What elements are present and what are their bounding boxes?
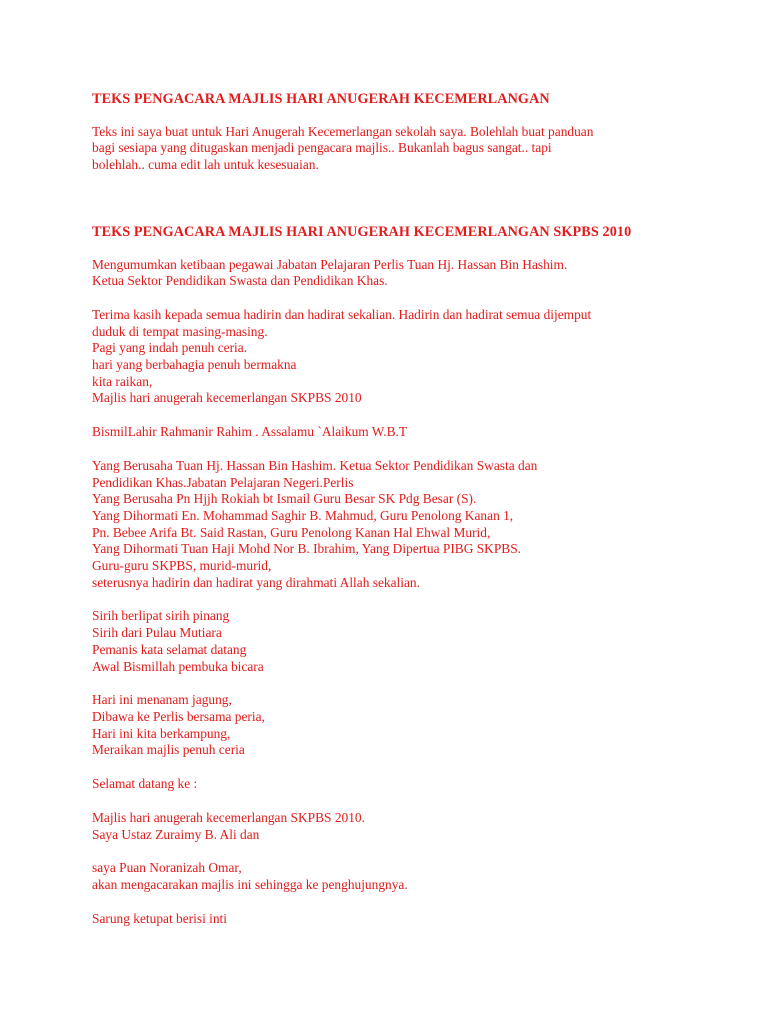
pantun-1	[92, 608, 732, 675]
emcee-line: akan mengacarakan majlis ini sehingga ke penghujungnya.	[92, 876, 408, 892]
salutation-line: Yang Dihormati En. Mohammad Saghir B. Mahmud, Guru Penolong Kanan 1,	[92, 507, 514, 523]
intro-line: bagi sesiapa yang ditugaskan menjadi pengacara majlis.. Bukanlah bagus sangat.. tapi	[92, 140, 552, 156]
pantun-line: Sirih berlipat sirih pinang	[92, 608, 230, 624]
salutation-line: Yang Dihormati Tuan Haji Mohd Nor B. Ibrahim, Yang Dipertua PIBG SKPBS.	[92, 541, 522, 557]
pantun-line: Meraikan majlis penuh ceria	[92, 742, 245, 758]
pantun-line: Hari ini menanam jagung,	[92, 692, 232, 708]
intro-paragraph	[92, 124, 732, 174]
salutation-line: Guru-guru SKPBS, murid-murid,	[92, 558, 272, 574]
majlis-line: Saya Ustaz Zuraimy B. Ali dan	[92, 826, 260, 842]
pantun-line: Sirih dari Pulau Mutiara	[92, 625, 222, 641]
document-body	[92, 91, 732, 927]
salutation-line: Pendidikan Khas.Jabatan Pelajaran Negeri.Perlis	[92, 474, 354, 490]
greeting-line: BismilLahir Rahmanir Rahim . Assalamu `Alaikum W.B.T	[92, 424, 408, 440]
welcome-line: Terima kasih kepada semua hadirin dan hadirat sekalian. Hadirin dan hadirat semua dijemput	[92, 306, 592, 322]
intro-line: Teks ini saya buat untuk Hari Anugerah Kecemerlangan sekolah saya. Bolehlah buat panduan	[92, 123, 594, 139]
salutations-paragraph	[92, 458, 732, 592]
welcome-line: hari yang berbahagia penuh bermakna	[92, 357, 297, 373]
section-title: TEKS PENGACARA MAJLIS HARI ANUGERAH KECEMERLANGAN SKPBS 2010	[92, 223, 632, 240]
document-title: TEKS PENGACARA MAJLIS HARI ANUGERAH KECEMERLANGAN	[92, 91, 550, 107]
pantun-line: Dibawa ke Perlis bersama peria,	[92, 708, 265, 724]
majlis-paragraph	[92, 810, 732, 843]
sarung-line: Sarung ketupat berisi inti	[92, 910, 227, 926]
emcee-paragraph	[92, 860, 732, 893]
welcome-line: Pagi yang indah penuh ceria.	[92, 340, 248, 356]
salutation-line: Yang Berusaha Tuan Hj. Hassan Bin Hashim. Ketua Sektor Pendidikan Swasta dan	[92, 457, 538, 473]
majlis-line: Majlis hari anugerah kecemerlangan SKPBS 2010.	[92, 809, 365, 825]
pantun-line: Pemanis kata selamat datang	[92, 641, 247, 657]
welcome-line: duduk di tempat masing-masing.	[92, 323, 268, 339]
pantun-line: Awal Bismillah pembuka bicara	[92, 658, 264, 674]
welcome-line: Majlis hari anugerah kecemerlangan SKPBS 2010	[92, 390, 362, 406]
emcee-line: saya Puan Noranizah Omar,	[92, 860, 242, 876]
pantun-line: Hari ini kita berkampung,	[92, 725, 231, 741]
salutation-line: seterusnya hadirin dan hadirat yang dirahmati Allah sekalian.	[92, 574, 420, 590]
welcome-line: kita raikan,	[92, 373, 153, 389]
pantun-2	[92, 692, 732, 759]
announcement-line: Ketua Sektor Pendidikan Swasta dan Pendidikan Khas.	[92, 273, 388, 289]
announcement-paragraph	[92, 257, 732, 290]
intro-line: bolehlah.. cuma edit lah untuk kesesuaian.	[92, 157, 319, 173]
welcome-paragraph	[92, 307, 732, 407]
selamat-datang-line: Selamat datang ke :	[92, 776, 198, 792]
salutation-line: Yang Berusaha Pn Hjjh Rokiah bt Ismail Guru Besar SK Pdg Besar (S).	[92, 491, 477, 507]
salutation-line: Pn. Bebee Arifa Bt. Said Rastan, Guru Penolong Kanan Hal Ehwal Murid,	[92, 524, 491, 540]
announcement-line: Mengumumkan ketibaan pegawai Jabatan Pelajaran Perlis Tuan Hj. Hassan Bin Hashim.	[92, 256, 568, 272]
